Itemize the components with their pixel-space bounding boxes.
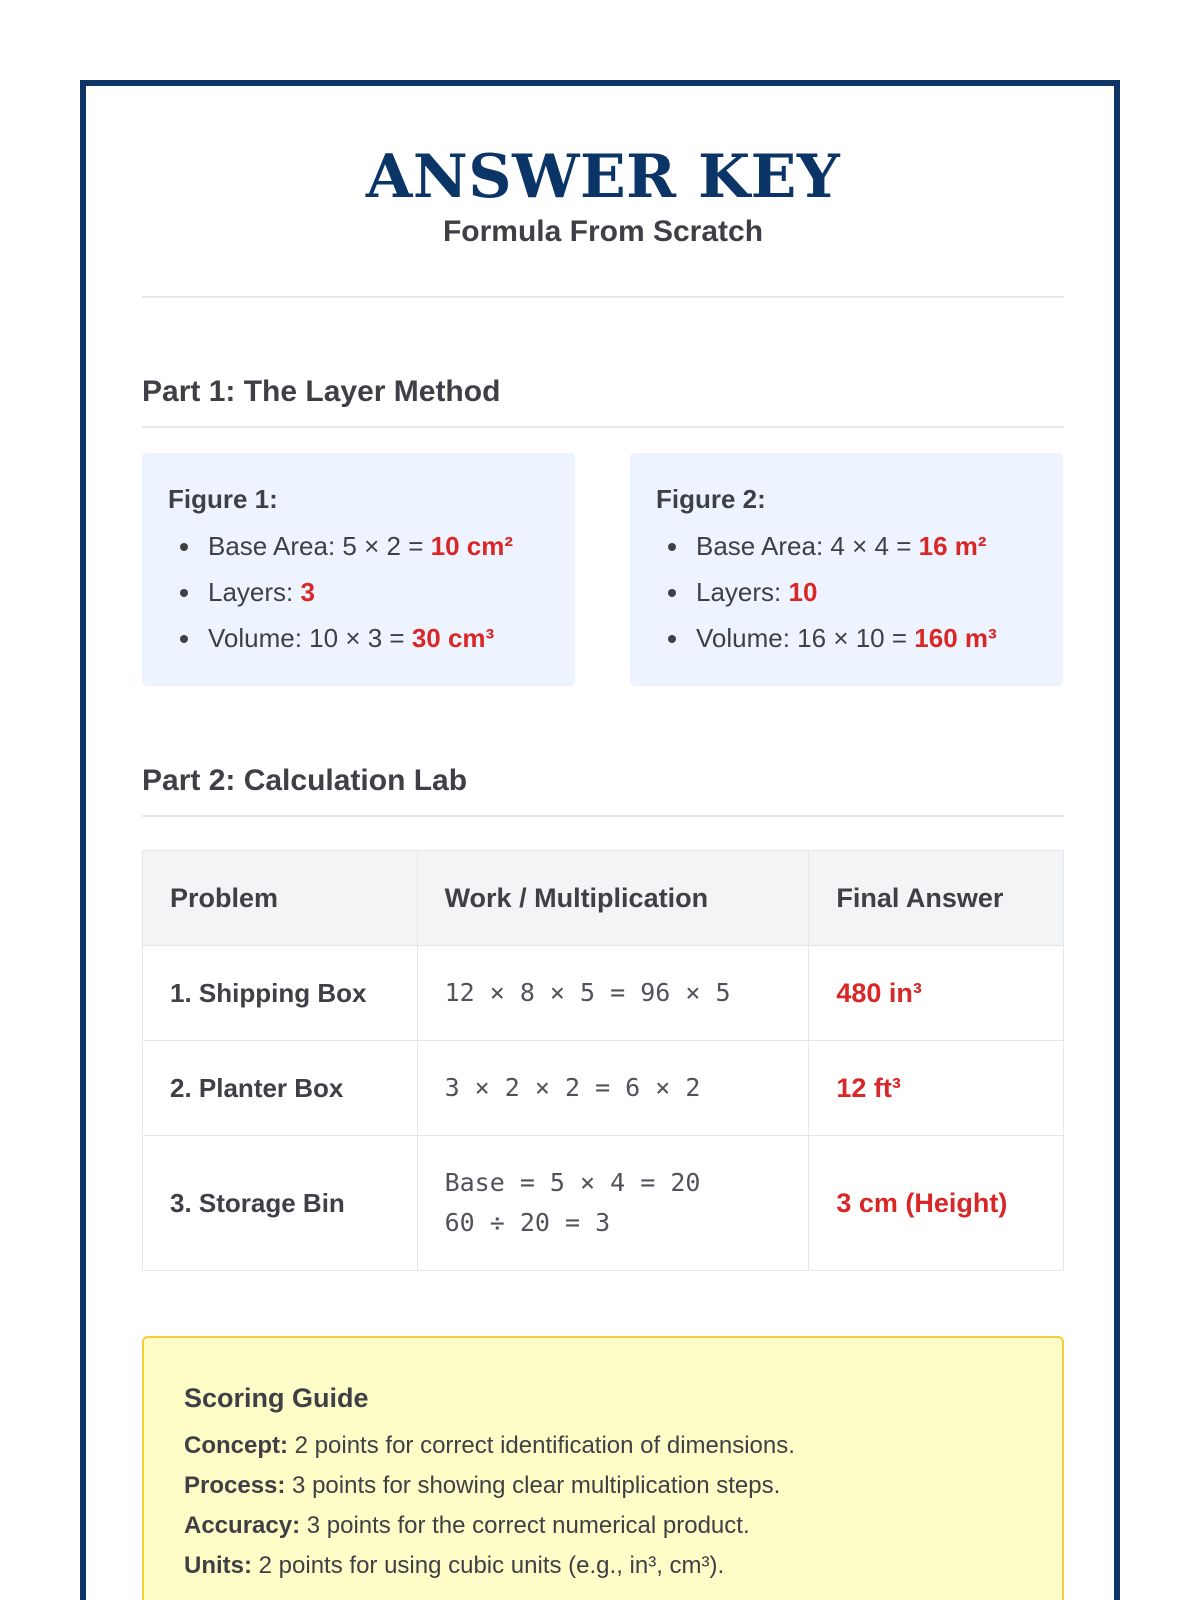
volume-work: Volume: 10 × 3 = (208, 623, 412, 653)
problem-cell: 3. Storage Bin (143, 1136, 418, 1271)
final-answer-cell: 3 cm (Height) (809, 1136, 1064, 1271)
final-answer-cell: 12 ft³ (809, 1041, 1064, 1136)
bullet-icon (180, 635, 188, 643)
column-header-final-answer: Final Answer (809, 851, 1064, 946)
base-area-work: Base Area: 4 × 4 = (696, 531, 919, 561)
layers-label: Layers: (696, 577, 789, 607)
answer-key-sheet (80, 80, 1120, 1600)
scoring-description: 3 points for showing clear multiplication steps. (285, 1472, 781, 1499)
page-subtitle: Formula From Scratch (442, 215, 764, 248)
part2-heading: Part 2: Calculation Lab (142, 761, 1064, 817)
bullet-icon (668, 589, 676, 597)
final-answer-cell: 480 in³ (809, 946, 1064, 1041)
base-area-item (168, 523, 549, 569)
table-row (143, 946, 1064, 1041)
scoring-term: Process: (184, 1472, 286, 1499)
volume-item (168, 615, 549, 661)
column-header-problem: Problem (143, 851, 418, 946)
scoring-item (184, 1466, 1022, 1506)
layers-answer: 3 (300, 577, 315, 607)
scoring-item (184, 1426, 1022, 1466)
bullet-icon (180, 589, 188, 597)
column-header-work: Work / Multiplication (417, 851, 809, 946)
scoring-description: 2 points for using cubic units (e.g., in³, cm³). (252, 1552, 725, 1579)
figure-answer-list (168, 523, 549, 661)
problem-cell: 1. Shipping Box (143, 946, 418, 1041)
figure-label: Figure 2: (656, 484, 766, 514)
page-title: ANSWER KEY (365, 142, 841, 212)
layers-label: Layers: (208, 577, 301, 607)
scoring-term: Units: (184, 1552, 252, 1579)
scoring-description: 2 points for correct identification of dimensions. (288, 1432, 795, 1459)
bullet-icon (180, 543, 188, 551)
layers-answer: 10 (788, 577, 818, 607)
table-row (143, 1136, 1064, 1271)
figure-2-card (630, 453, 1063, 686)
scoring-item (184, 1506, 1022, 1546)
scoring-description: 3 points for the correct numerical product. (300, 1512, 750, 1539)
base-area-item (656, 523, 1037, 569)
volume-work: Volume: 16 × 10 = (696, 623, 915, 653)
table-header-row (143, 851, 1064, 946)
scoring-guide-heading: Scoring Guide (184, 1383, 369, 1413)
scoring-guide-box (142, 1336, 1064, 1600)
layers-item (168, 569, 549, 615)
problem-cell: 2. Planter Box (143, 1041, 418, 1136)
base-area-work: Base Area: 5 × 2 = (208, 531, 431, 561)
base-area-answer: 10 cm² (430, 531, 513, 561)
scoring-term: Concept: (184, 1432, 288, 1459)
volume-item (656, 615, 1037, 661)
layers-item (656, 569, 1037, 615)
calculation-table (142, 850, 1064, 1271)
figure-1-card (142, 453, 575, 686)
volume-answer: 160 m³ (914, 623, 997, 653)
volume-answer: 30 cm³ (411, 623, 495, 653)
bullet-icon (668, 543, 676, 551)
work-cell: Base = 5 × 4 = 20 60 ÷ 20 = 3 (417, 1136, 809, 1271)
scoring-term: Accuracy: (184, 1512, 301, 1539)
header-divider (142, 296, 1064, 298)
table-row (143, 1041, 1064, 1136)
figure-answer-list (656, 523, 1037, 661)
bullet-icon (668, 635, 676, 643)
figure-label: Figure 1: (168, 484, 278, 514)
base-area-answer: 16 m² (918, 531, 987, 561)
part1-heading: Part 1: The Layer Method (142, 372, 1064, 428)
work-cell: 12 × 8 × 5 = 96 × 5 (417, 946, 809, 1041)
scoring-item (184, 1546, 1022, 1586)
work-cell: 3 × 2 × 2 = 6 × 2 (417, 1041, 809, 1136)
